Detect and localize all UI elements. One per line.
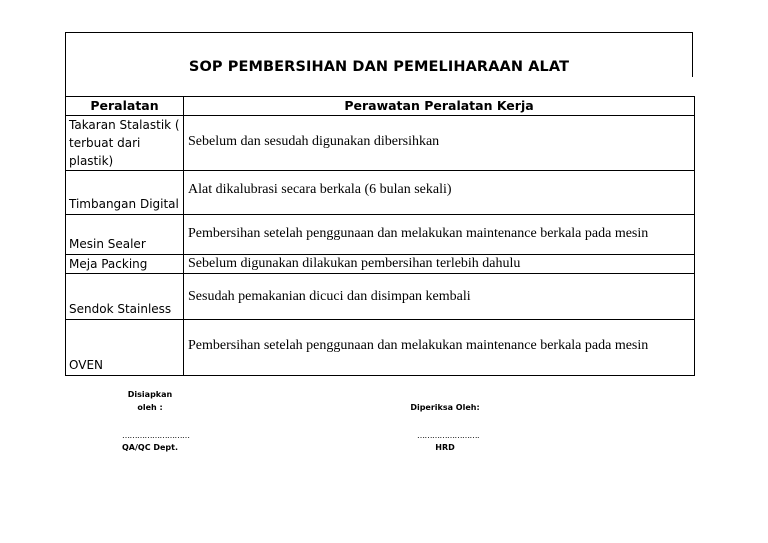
equipment-cell: Meja Packing xyxy=(66,255,184,274)
equipment-cell: Sendok Stainless xyxy=(66,274,184,320)
title-box xyxy=(65,32,693,96)
document-title: SOP PEMBERSIHAN DAN PEMELIHARAAN ALAT xyxy=(188,59,570,75)
table-row xyxy=(66,274,695,320)
equipment-cell: Takaran Stalastik ( terbuat dari plastik) xyxy=(66,116,184,171)
equipment-cell: Timbangan Digital xyxy=(66,171,184,215)
table-row xyxy=(66,255,695,274)
prepared-by-signature-line: ……………………… xyxy=(122,431,190,440)
maintenance-cell: Alat dikalubrasi secara berkala (6 bulan sekali) xyxy=(184,171,695,215)
equipment-cell: Mesin Sealer xyxy=(66,215,184,255)
header-maintenance: Perawatan Peralatan Kerja xyxy=(184,97,695,116)
prepared-by-role: QA/QC Dept. xyxy=(121,443,179,452)
table-header-row xyxy=(66,97,695,116)
checked-by-label: Diperiksa Oleh: xyxy=(410,403,480,412)
maintenance-cell: Sebelum dan sesudah digunakan dibersihkan xyxy=(184,116,695,171)
table-row xyxy=(66,171,695,215)
header-equipment: Peralatan xyxy=(66,97,184,116)
table-row xyxy=(66,215,695,255)
checked-by-signature-line: ……………………. xyxy=(417,431,480,440)
maintenance-cell: Sebelum digunakan dilakukan pembersihan terlebih dahulu xyxy=(184,255,695,274)
equipment-cell: OVEN xyxy=(66,320,184,376)
table-row xyxy=(66,320,695,376)
maintenance-cell: Pembersihan setelah penggunaan dan melakukan maintenance berkala pada mesin xyxy=(184,320,695,376)
prepared-by-label-line2: oleh : xyxy=(137,403,163,412)
maintenance-cell: Pembersihan setelah penggunaan dan melakukan maintenance berkala pada mesin xyxy=(184,215,695,255)
checked-by-role: HRD xyxy=(435,443,455,452)
maintenance-cell: Sesudah pemakanian dicuci dan disimpan kembali xyxy=(184,274,695,320)
prepared-by-label xyxy=(120,388,180,414)
table-row xyxy=(66,116,695,171)
sop-table xyxy=(65,96,695,376)
prepared-by-label-line1: Disiapkan xyxy=(127,390,173,399)
